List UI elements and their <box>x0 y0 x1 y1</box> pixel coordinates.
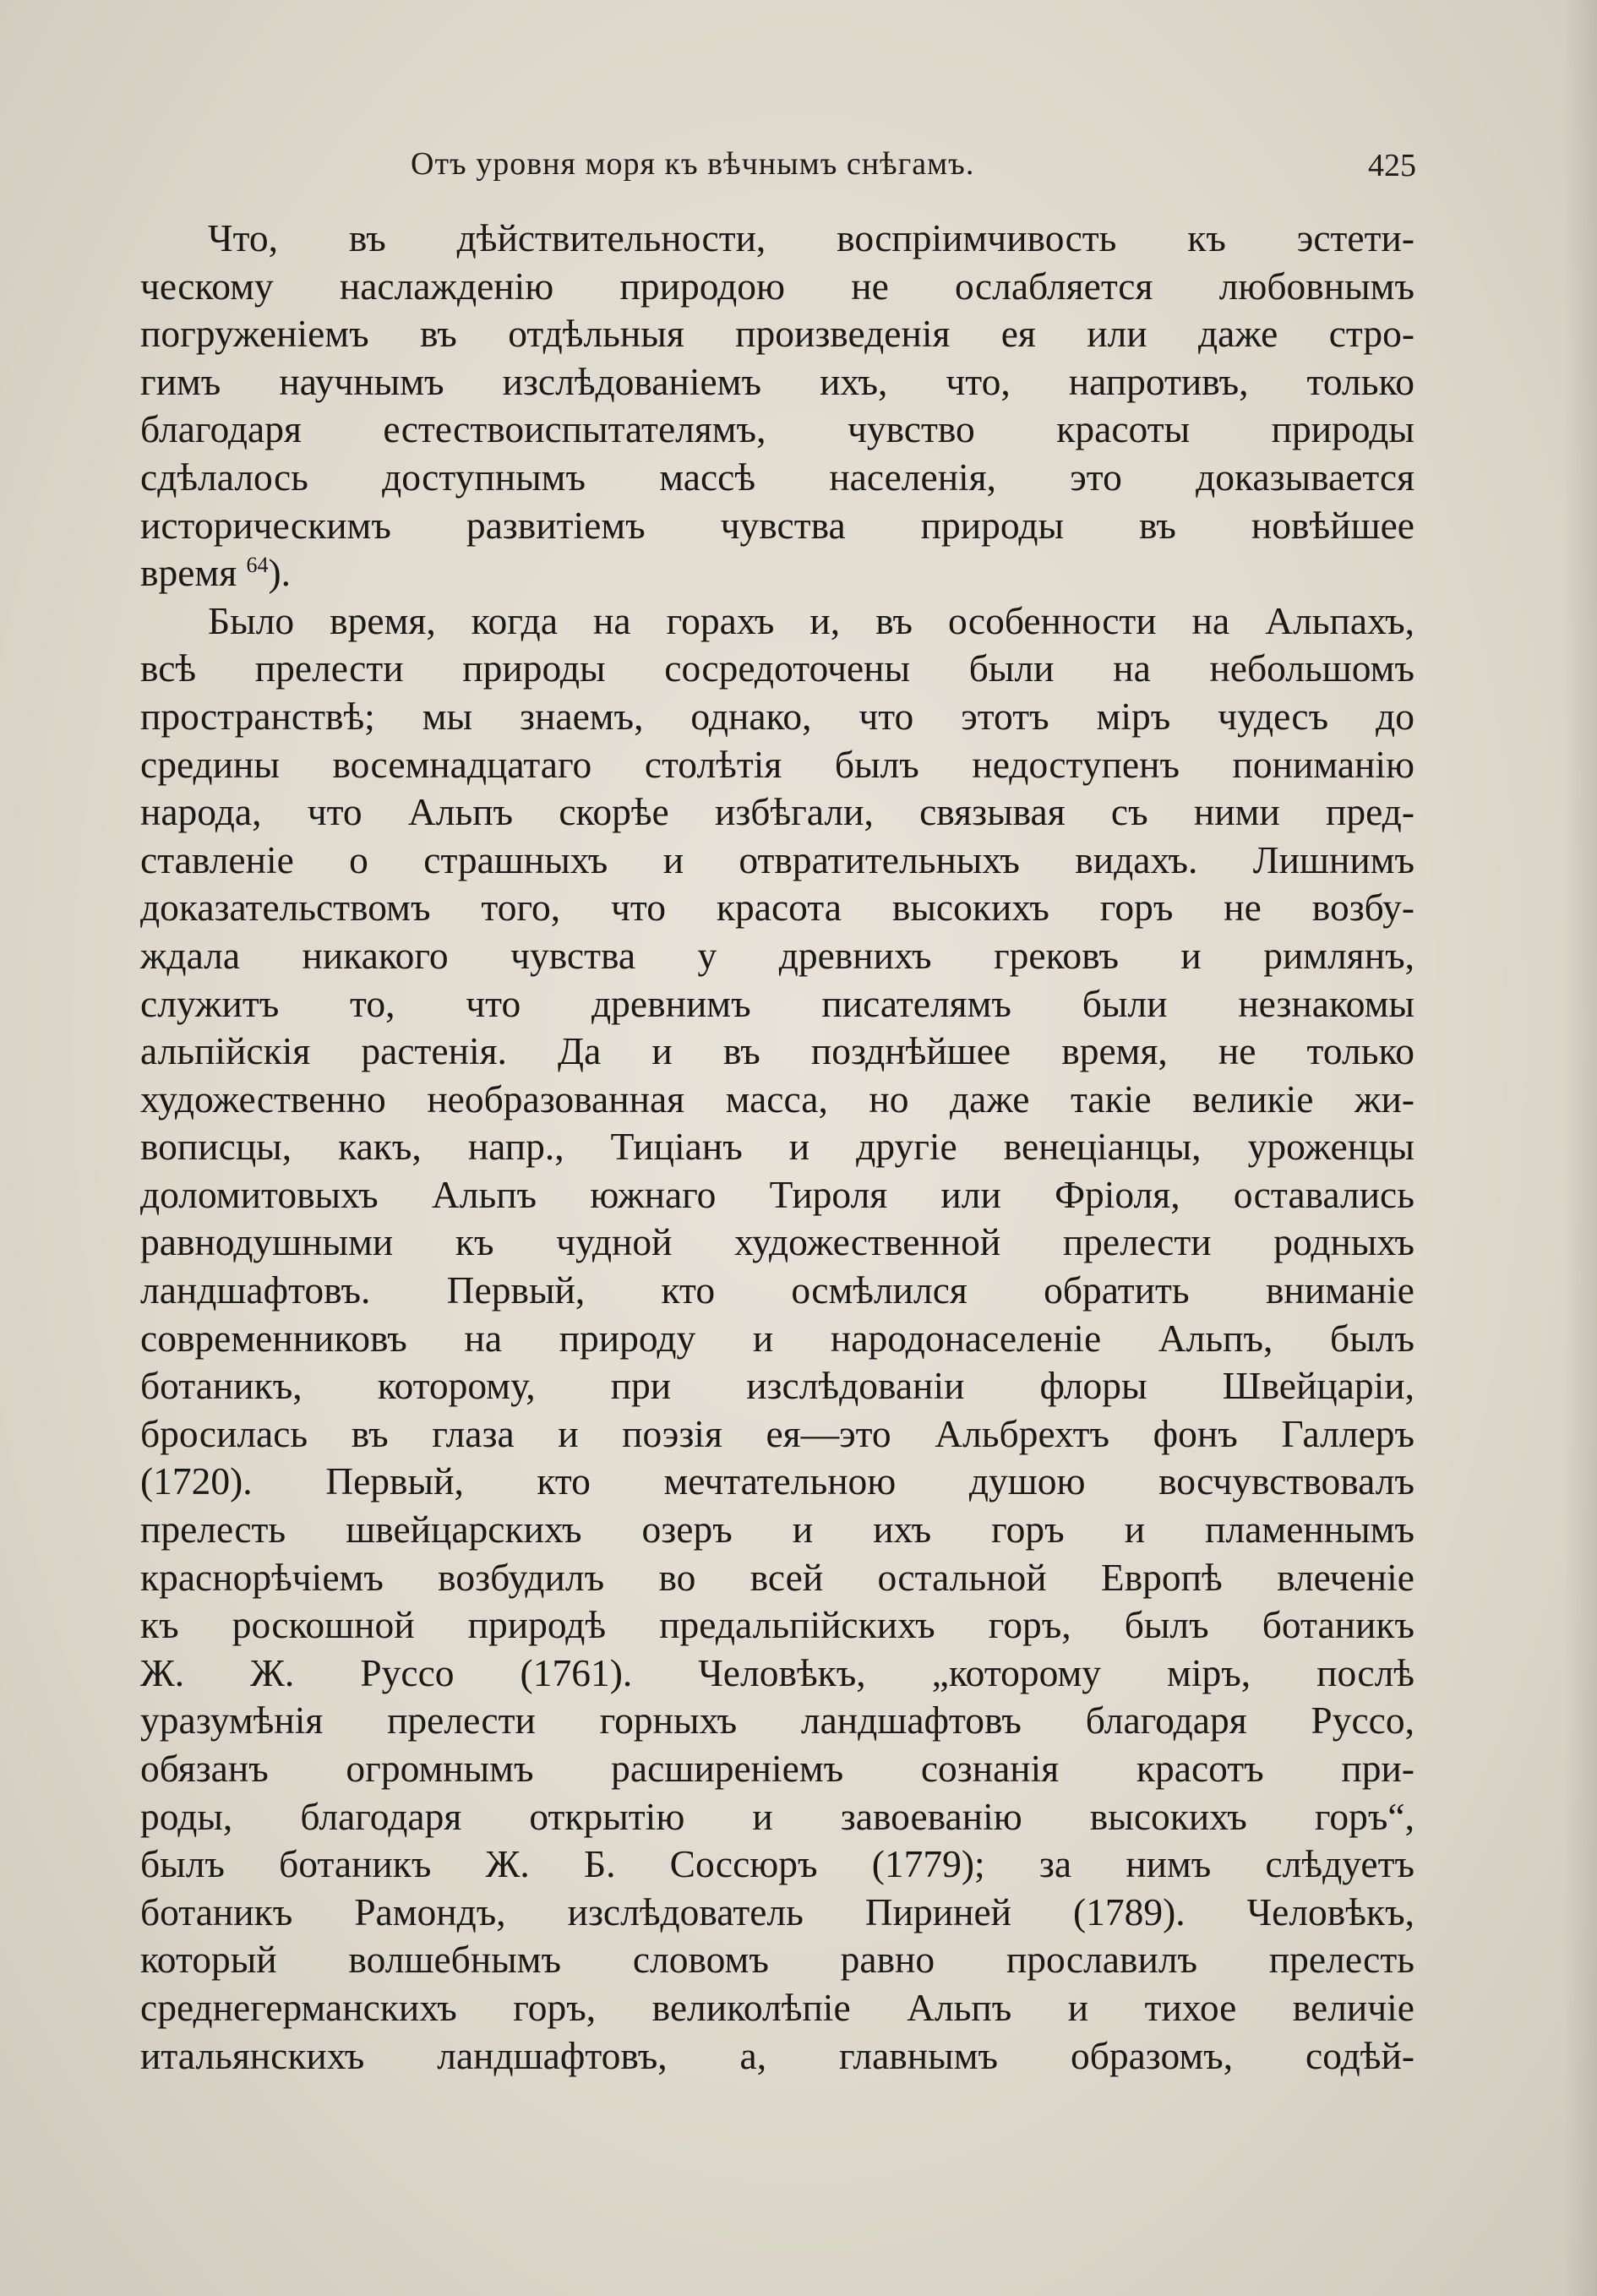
text-line: равнодушными къ чудной художественной прелести родныхъ <box>140 1220 1414 1264</box>
text-line: который волшебнымъ словомъ равно прославилъ прелесть <box>140 1938 1414 1982</box>
text-line: ждала никакого чувства у древнихъ грековъ и римлянъ, <box>140 933 1414 977</box>
text-line: обязанъ огромнымъ расширеніемъ сознанія красотъ при- <box>140 1747 1414 1790</box>
text-line: служитъ то, что древнимъ писателямъ были незнакомы <box>140 981 1414 1025</box>
text-line: итальянскихъ ландшафтовъ, а, главнымъ образомъ, содѣй- <box>140 2033 1414 2077</box>
last-line-text: время <box>140 551 237 595</box>
footnote-reference[interactable]: 64 <box>246 553 269 577</box>
text-line: художественно необразованная масса, но даже такіе великіе жи- <box>140 1077 1414 1121</box>
text-line: краснорѣчіемъ возбудилъ во всей остальной Европѣ влеченіе <box>140 1555 1414 1599</box>
text-line: ландшафтовъ. Первый, кто осмѣлился обратить вниманіе <box>140 1268 1414 1312</box>
text-line: бросилась въ глаза и поэзія ея—это Альбрехтъ фонъ Галлеръ <box>140 1411 1414 1455</box>
text-line: погруженіемъ въ отдѣльныя произведенія ея или даже стро- <box>140 312 1414 356</box>
page-edge-shadow <box>1563 0 1597 2296</box>
text-line: къ роскошной природѣ предальпійскихъ горъ, былъ ботаникъ <box>140 1603 1414 1647</box>
text-line: ческому наслажденію природою не ослабляется любовнымъ <box>140 264 1414 308</box>
text-line: ставленіе о страшныхъ и отвратительныхъ видахъ. Лишнимъ <box>140 837 1414 881</box>
text-line: роды, благодаря открытію и завоеванію высокихъ горъ“, <box>140 1794 1414 1838</box>
text-line: благодаря естествоиспытателямъ, чувство красоты природы <box>140 407 1414 451</box>
text-line-last <box>140 549 1414 597</box>
text-line: доломитовыхъ Альпъ южнаго Тироля или Фріоля, оставались <box>140 1172 1414 1216</box>
text-line: ботаникъ Рамондъ, изслѣдователь Пириней (1789). Человѣкъ, <box>140 1890 1414 1933</box>
text-line: сдѣлалось доступнымъ массѣ населенія, это доказывается <box>140 455 1414 499</box>
text-line: прелесть швейцарскихъ озеръ и ихъ горъ и пламеннымъ <box>140 1508 1414 1552</box>
body-text <box>140 215 1414 2080</box>
text-line: ботаникъ, которому, при изслѣдованіи флоры Швейцаріи, <box>140 1364 1414 1408</box>
text-line: доказательствомъ того, что красота высокихъ горъ не возбу- <box>140 886 1414 930</box>
text-line: (1720). Первый, кто мечтательною душою восчувствовалъ <box>140 1459 1414 1503</box>
text-line: современниковъ на природу и народонаселеніе Альпъ, былъ <box>140 1316 1414 1360</box>
text-line: народа, что Альпъ скорѣе избѣгали, связывая съ ними пред- <box>140 790 1414 834</box>
text-line: Было время, когда на горахъ и, въ особенности на Альпахъ, <box>208 598 1414 642</box>
text-line: средины восемнадцатаго столѣтія былъ недоступенъ пониманію <box>140 742 1414 786</box>
running-title: Отъ уровня моря къ вѣчнымъ снѣгамъ. <box>411 146 975 182</box>
last-line-tail: ). <box>268 551 292 595</box>
text-line: Ж. Ж. Руссо (1761). Человѣкъ, „которому міръ, послѣ <box>140 1650 1414 1694</box>
page-number: 425 <box>1368 148 1416 183</box>
text-line: пространствѣ; мы знаемъ, однако, что этотъ міръ чудесъ до <box>140 694 1414 738</box>
page-header <box>140 145 1416 196</box>
text-line: уразумѣнія прелести горныхъ ландшафтовъ благодаря Руссо, <box>140 1699 1414 1742</box>
text-line: Что, въ дѣйствительности, воспріимчивость къ эстети- <box>208 216 1414 259</box>
text-line: альпійскія растенія. Да и въ позднѣйшее время, не только <box>140 1029 1414 1073</box>
text-line: былъ ботаникъ Ж. Б. Соссюръ (1779); за нимъ слѣдуетъ <box>140 1842 1414 1886</box>
text-line: вописцы, какъ, напр., Тиціанъ и другіе венеціанцы, уроженцы <box>140 1125 1414 1169</box>
text-line: всѣ прелести природы сосредоточены были на небольшомъ <box>140 646 1414 690</box>
text-line: среднегерманскихъ горъ, великолѣпіе Альпъ и тихое величіе <box>140 1985 1414 2029</box>
text-line: историческимъ развитіемъ чувства природы въ новѣйшее <box>140 503 1414 547</box>
text-line: гимъ научнымъ изслѣдованіемъ ихъ, что, напротивъ, только <box>140 359 1414 403</box>
